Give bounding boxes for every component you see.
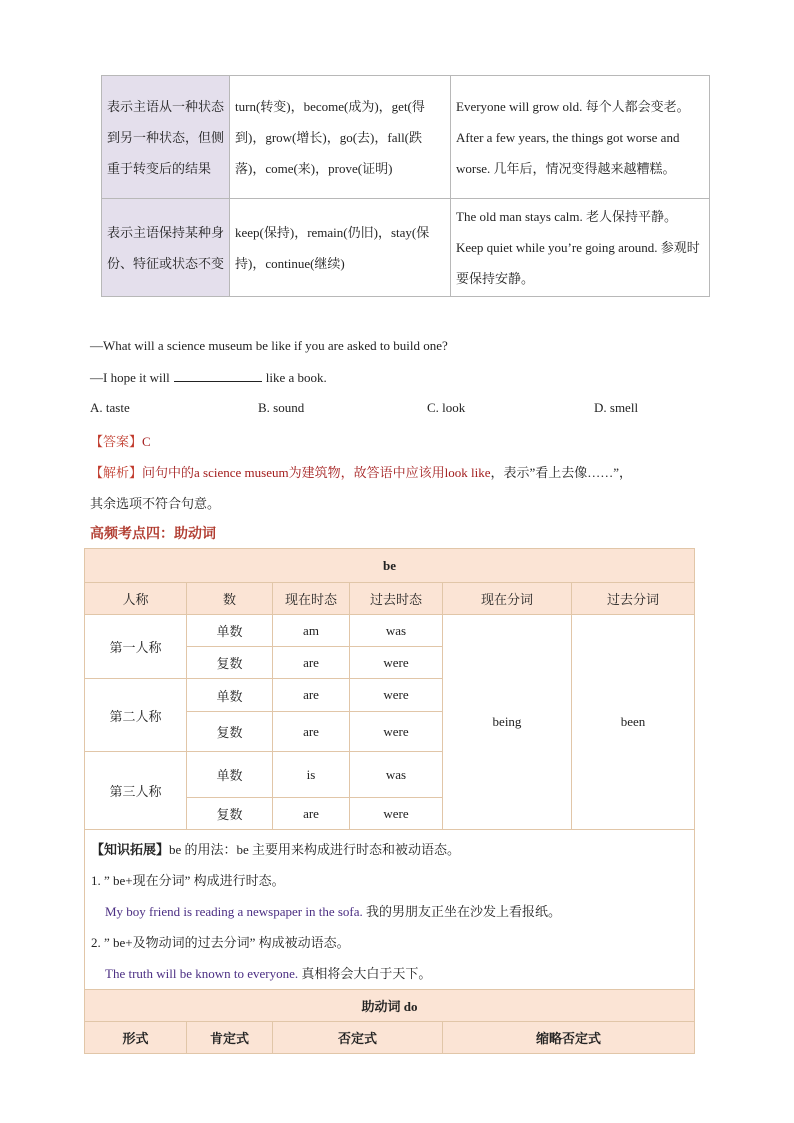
knowledge-example-2: The truth will be known to everyone. 真相将会大白于天下。 <box>105 966 432 981</box>
present-cell: are <box>273 798 350 830</box>
do-header-row <box>85 1022 695 1054</box>
past-participle-cell: been <box>572 615 695 830</box>
linking-verb-table <box>101 75 710 297</box>
table-row <box>102 199 710 297</box>
table-header-row <box>85 583 695 615</box>
example-cell: The old man stays calm. 老人保持平静。 Keep quiet while you’re going around. 参观时要保持安静。 <box>451 199 710 297</box>
do-table-title: 助动词 do <box>85 990 695 1022</box>
option-b: B. sound <box>258 400 305 415</box>
answer-blank <box>174 369 262 382</box>
person-cell: 第二人称 <box>85 679 187 752</box>
person-cell: 第三人称 <box>85 752 187 830</box>
number-cell: 复数 <box>187 647 273 679</box>
knowledge-intro: 【知识拓展】be 的用法：be 主要用来构成进行时态和被动语态。 <box>91 842 461 857</box>
past-cell: was <box>350 752 443 798</box>
analysis-line-1: 【解析】问句中的a science museum为建筑物，故答语中应该用look like，表示”看上去像……”， <box>90 465 633 480</box>
knowledge-item-1: 1. ” be+现在分词” 构成进行时态。 <box>91 873 285 888</box>
do-header-form: 形式 <box>85 1022 187 1054</box>
analysis-line-2: 其余选项不符合句意。 <box>90 496 221 511</box>
header-past-participle: 过去分词 <box>572 583 695 615</box>
present-cell: is <box>273 752 350 798</box>
past-cell: was <box>350 615 443 647</box>
be-table-title: be <box>85 549 695 583</box>
past-cell: were <box>350 679 443 712</box>
option-a: A. taste <box>90 400 130 415</box>
table-row <box>85 615 695 647</box>
present-participle-cell: being <box>443 615 572 830</box>
person-cell: 第一人称 <box>85 615 187 679</box>
knowledge-item-2: 2. ” be+及物动词的过去分词” 构成被动语态。 <box>91 935 350 950</box>
knowledge-row <box>85 830 695 990</box>
example-cell: Everyone will grow old. 每个人都会变老。 After a few years, the things got worse and worse. 几年后，情况变得越来越糟糕。 <box>451 76 710 199</box>
header-past: 过去时态 <box>350 583 443 615</box>
knowledge-example-1: My boy friend is reading a newspaper in the sofa. 我的男朋友正坐在沙发上看报纸。 <box>105 904 562 919</box>
header-number: 数 <box>187 583 273 615</box>
present-cell: are <box>273 712 350 752</box>
do-header-contracted: 缩略否定式 <box>443 1022 695 1054</box>
table-title-row <box>85 549 695 583</box>
number-cell: 复数 <box>187 712 273 752</box>
do-header-negative: 否定式 <box>273 1022 443 1054</box>
present-cell: am <box>273 615 350 647</box>
header-present: 现在时态 <box>273 583 350 615</box>
number-cell: 单数 <box>187 615 273 647</box>
answer-key: 【答案】C <box>90 434 151 449</box>
question-text: —What will a science museum be like if you are asked to build one? <box>90 338 448 353</box>
header-present-participle: 现在分词 <box>443 583 572 615</box>
knowledge-cell <box>85 830 695 990</box>
meaning-cell: 表示主语保持某种身份、特征或状态不变 <box>102 199 230 297</box>
verbs-cell: keep(保持)，remain(仍旧)，stay(保持)，continue(继续) <box>230 199 451 297</box>
table-row <box>102 76 710 199</box>
section-heading: 高频考点四：助动词 <box>90 527 216 542</box>
header-person: 人称 <box>85 583 187 615</box>
present-cell: are <box>273 647 350 679</box>
meaning-cell: 表示主语从一种状态到另一种状态，但侧重于转变后的结果 <box>102 76 230 199</box>
do-header-affirmative: 肯定式 <box>187 1022 273 1054</box>
number-cell: 单数 <box>187 752 273 798</box>
be-table <box>84 548 695 1054</box>
past-cell: were <box>350 647 443 679</box>
past-cell: were <box>350 712 443 752</box>
past-cell: were <box>350 798 443 830</box>
number-cell: 单数 <box>187 679 273 712</box>
do-title-row <box>85 990 695 1022</box>
answer-line: —I hope it will like a book. <box>90 370 327 385</box>
present-cell: are <box>273 679 350 712</box>
option-c: C. look <box>427 400 466 415</box>
verbs-cell: turn(转变)，become(成为)，get(得到)，grow(增长)，go(去)，fall(跌落)，come(来)，prove(证明) <box>230 76 451 199</box>
option-d: D. smell <box>594 400 639 415</box>
number-cell: 复数 <box>187 798 273 830</box>
